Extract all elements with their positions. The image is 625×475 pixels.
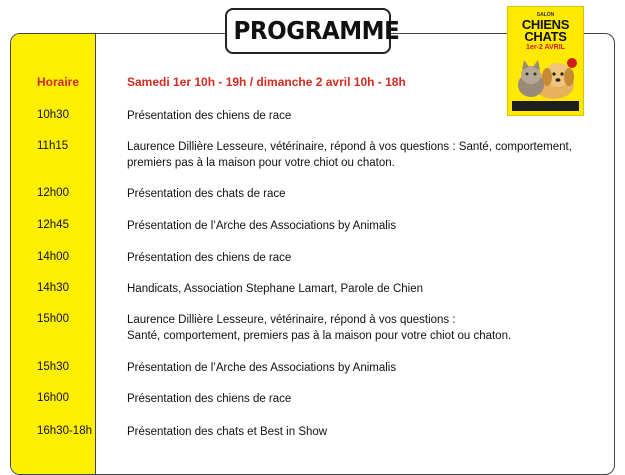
schedule-description-line: Présentation des chats de race <box>127 188 286 200</box>
schedule-time: 15h00 <box>37 313 69 325</box>
schedule-description-line: Laurence Dillière Lesseure, vétérinaire, répond à vos questions : Santé, comportement, <box>127 141 572 153</box>
schedule-description <box>127 361 607 377</box>
schedule-description-line: Santé, comportement, premiers pas à la maison pour votre chiot ou chaton. <box>127 329 512 342</box>
schedule-description <box>127 140 607 171</box>
schedule-description-line: Laurence Dillière Lesseure, vétérinaire, répond à vos questions : <box>127 314 456 326</box>
schedule-description <box>127 282 607 298</box>
schedule-description-line: premiers pas à la maison pour votre chiot ou chaton. <box>127 156 395 169</box>
poster-line-chiens: CHIENS <box>521 17 570 32</box>
schedule-description <box>127 219 607 235</box>
schedule-time: 10h30 <box>37 109 69 121</box>
cat-and-dog-illustration <box>514 55 577 99</box>
schedule-description-line: Présentation des chiens de race <box>127 393 292 405</box>
schedule-time: 11h15 <box>37 140 69 152</box>
poster-line-salon: SALON <box>536 12 555 18</box>
schedule-description <box>127 187 607 203</box>
schedule-description-line: Présentation des chats et Best in Show <box>127 426 328 438</box>
schedule-time: 12h45 <box>37 219 69 231</box>
schedule-description <box>127 313 607 344</box>
schedule-time: 14h00 <box>37 251 69 263</box>
schedule-time: 15h30 <box>37 361 69 373</box>
schedule-description <box>127 392 607 408</box>
schedule-description-line: Présentation de l’Arche des Associations by Animalis <box>127 362 397 374</box>
time-column-header: Horaire <box>37 75 80 89</box>
poster-line-chats: CHATS <box>524 29 567 44</box>
event-poster <box>507 6 584 116</box>
days-header: Samedi 1er 10h - 19h / dimanche 2 avril 10h - 18h <box>127 75 406 89</box>
schedule-description-line: Présentation des chiens de race <box>127 252 292 264</box>
schedule-description-line: Présentation de l’Arche des Associations by Animalis <box>127 220 397 232</box>
schedule-time: 16h00 <box>37 392 69 404</box>
schedule-time: 14h30 <box>37 282 69 294</box>
page-title-text: PROGRAMME <box>233 16 400 45</box>
schedule-description-line: Handicats, Association Stephane Lamart, Parole de Chien <box>127 283 423 295</box>
page-title <box>225 8 400 54</box>
poster-date: 1er-2 AVRIL <box>526 44 565 51</box>
schedule-description <box>127 251 607 267</box>
schedule-description <box>127 425 607 441</box>
poster-footer-band <box>512 101 579 111</box>
schedule-time: 16h30-18h <box>37 425 92 437</box>
schedule-description-line: Présentation des chiens de race <box>127 110 292 122</box>
schedule-time: 12h00 <box>37 187 69 199</box>
